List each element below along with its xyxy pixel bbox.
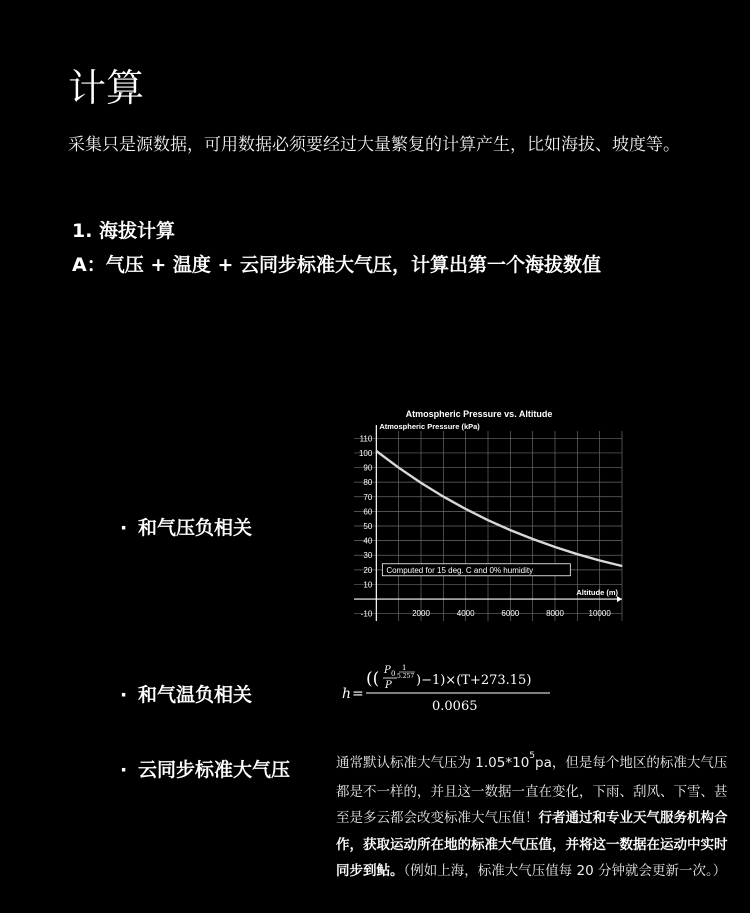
formula-eq: = bbox=[352, 686, 364, 702]
bullet-dot: · bbox=[120, 684, 128, 706]
x-tick-label: 8000 bbox=[546, 609, 564, 619]
y-tick-label: 70 bbox=[363, 492, 373, 502]
y-tick-label: 20 bbox=[363, 565, 373, 575]
x-tick-label: 4000 bbox=[456, 609, 475, 619]
chart-svg bbox=[328, 403, 630, 627]
para-text-1: 通常默认标准大气压为 1.05*10 bbox=[336, 755, 530, 771]
y-axis-label: Atmospheric Pressure (kPa) bbox=[379, 422, 480, 431]
para-superscript: 5 bbox=[529, 751, 536, 761]
para-text-2: pa，但是每个地区的标准大气压都是不一样的，并且这一数据一直在变化，下雨、刮风、下雪、甚至是多云都会改变标准大气压值！ bbox=[336, 755, 728, 826]
formula-p0: P bbox=[384, 665, 391, 676]
y-tick-label: 80 bbox=[363, 478, 373, 488]
y-tick-label: 100 bbox=[358, 448, 373, 458]
formula-svg bbox=[340, 660, 600, 716]
y-tick-label: 60 bbox=[363, 507, 373, 517]
formula-exp-den: 5.257 bbox=[397, 673, 415, 680]
formula-exp-num: 1 bbox=[402, 664, 407, 672]
formula-p: P bbox=[385, 680, 392, 691]
bullet-standard-pressure bbox=[120, 755, 290, 785]
standard-pressure-paragraph bbox=[336, 750, 728, 885]
pressure-data-point bbox=[443, 496, 444, 497]
altitude-formula bbox=[340, 660, 600, 716]
intro-text: 采集只是源数据，可用数据必须要经过大量繁复的计算产生，比如海拔、坡度等。 bbox=[68, 135, 680, 155]
pressure-data-point bbox=[577, 554, 578, 555]
bullet-temperature bbox=[120, 680, 252, 710]
y-tick-label: 30 bbox=[363, 551, 373, 561]
formula-p0-sub: 0 bbox=[391, 670, 396, 678]
pressure-data-point bbox=[420, 482, 421, 483]
x-axis-label: Altitude (m) bbox=[576, 588, 618, 598]
pressure-data-point bbox=[621, 565, 622, 566]
pressure-data-point bbox=[532, 538, 533, 539]
bullet-label: 云同步标准大气压 bbox=[138, 759, 291, 781]
chart-title: Atmospheric Pressure vs. Altitude bbox=[405, 409, 553, 419]
x-tick-label: 10000 bbox=[588, 609, 611, 619]
para-bold: 行者通过和专业天气服务机构合作，获取运动所在地的标准大气压值，并将这一数据在运动中实时同步到鲇。 bbox=[336, 810, 728, 879]
pressure-altitude-chart bbox=[328, 403, 630, 627]
bullet-pressure bbox=[120, 513, 252, 543]
formula-open: (( bbox=[366, 669, 380, 689]
y-tick-label: 50 bbox=[363, 522, 373, 531]
y-tick-label: 10 bbox=[363, 580, 373, 590]
formula-lhs: h bbox=[342, 686, 352, 702]
para-text-3: （例如上海，标准大气压值每 20 分钟就会更新一次。） bbox=[403, 863, 727, 879]
pressure-data-point bbox=[599, 560, 600, 561]
section-subheading: A：气压 + 温度 + 云同步标准大气压，计算出第一个海拔数值 bbox=[72, 254, 602, 276]
y-tick-label: 40 bbox=[363, 536, 373, 546]
formula-mid: )−1)×(T+273.15) bbox=[416, 673, 532, 688]
y-tick-label: -10 bbox=[360, 609, 373, 619]
y-tick-label: 90 bbox=[363, 463, 373, 473]
bullet-label: 和气压负相关 bbox=[138, 517, 253, 539]
pressure-data-point bbox=[487, 520, 488, 521]
bullet-dot: · bbox=[120, 759, 128, 781]
annotation-text: Computed for 15 deg. C and 0% humidity bbox=[386, 565, 534, 575]
pressure-data-point bbox=[554, 546, 555, 547]
page-title: 计算 bbox=[68, 66, 145, 110]
x-tick-label: 6000 bbox=[501, 609, 520, 619]
pressure-data-point bbox=[376, 450, 377, 451]
pressure-data-point bbox=[398, 467, 399, 468]
pressure-data-point bbox=[510, 529, 511, 530]
bullet-label: 和气温负相关 bbox=[138, 684, 253, 706]
x-tick-label: 2000 bbox=[412, 609, 430, 619]
formula-denominator: 0.0065 bbox=[432, 699, 478, 714]
bullet-dot: · bbox=[120, 517, 128, 539]
pressure-data-point bbox=[465, 508, 466, 509]
y-tick-label: 110 bbox=[359, 434, 373, 444]
section-heading: 1. 海拔计算 bbox=[72, 220, 176, 242]
